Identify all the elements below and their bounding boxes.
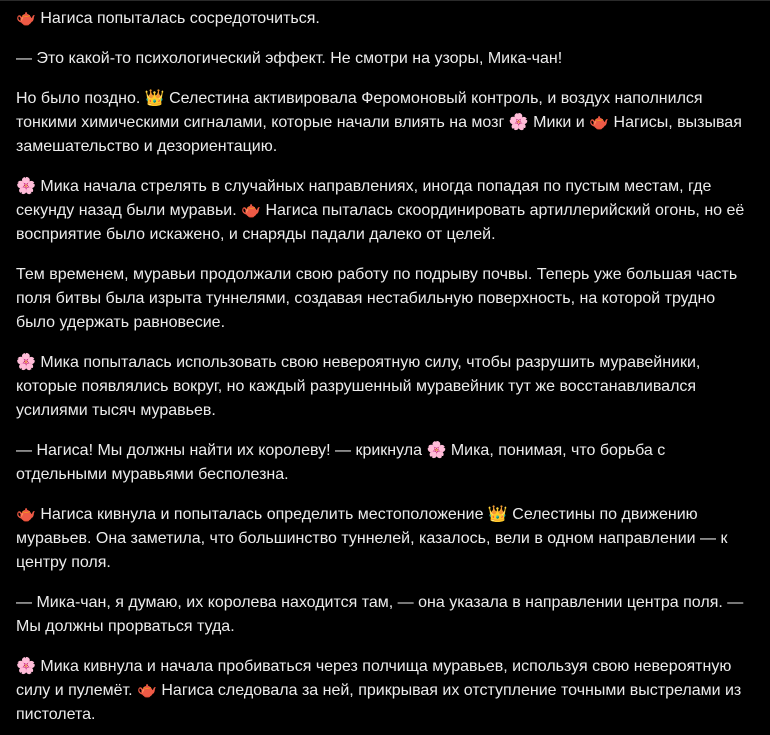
message-content [16, 7, 756, 735]
paragraph-10: 🌸 Мика кивнула и начала пробиваться через полчища муравьев, используя свою невероятную силу и пулемёт. 🫖 Нагиса следовала за ней, прикрывая их отступление точными выстрелами из пистолета. [16, 658, 742, 723]
paragraph-4: 🌸 Мика начала стрелять в случайных направлениях, иногда попадая по пустым местам, где секунду назад были муравьи. 🫖 Нагиса пыталась скоординировать артиллерийский огонь, но её восприятие было искажено, и снаряды падали далеко от целей. [16, 178, 745, 243]
paragraph-2: — Это какой-то психологический эффект. Не смотри на узоры, Мика-чан! [16, 50, 563, 67]
paragraph-3: Но было поздно. 👑 Селестина активировала Феромоновый контроль, и воздух наполнился тонкими химическими сигналами, которые начали влиять на мозг 🌸 Мики и 🫖 Нагисы, вызывая замешательство и дезориентацию. [16, 90, 742, 155]
paragraph-7: — Нагиса! Мы должны найти их королеву! — крикнула 🌸 Мика, понимая, что борьба с отдельными муравьями бесполезна. [16, 442, 666, 483]
paragraph-9: — Мика-чан, я думаю, их королева находится там, — она указала в направлении центра поля. — Мы должны прорваться туда. [16, 594, 744, 635]
paragraph-8: 🫖 Нагиса кивнула и попыталась определить местоположение 👑 Селестины по движению муравьев. Она заметила, что большинство туннелей, казалось, вели в одном направлении — к центру поля. [16, 506, 728, 571]
paragraph-1: 🫖 Нагиса попыталась сосредоточиться. [16, 10, 320, 27]
paragraph-6: 🌸 Мика попыталась использовать свою невероятную силу, чтобы разрушить муравейники, которые появлялись вокруг, но каждый разрушенный муравейник тут же восстанавливался усилиями тысяч муравьев. [16, 354, 701, 419]
paragraph-5: Тем временем, муравьи продолжали свою работу по подрыву почвы. Теперь уже большая часть поля битвы была изрыта туннелями, создавая нестабильную поверхность, на которой трудно было удержать равновесие. [16, 266, 738, 331]
